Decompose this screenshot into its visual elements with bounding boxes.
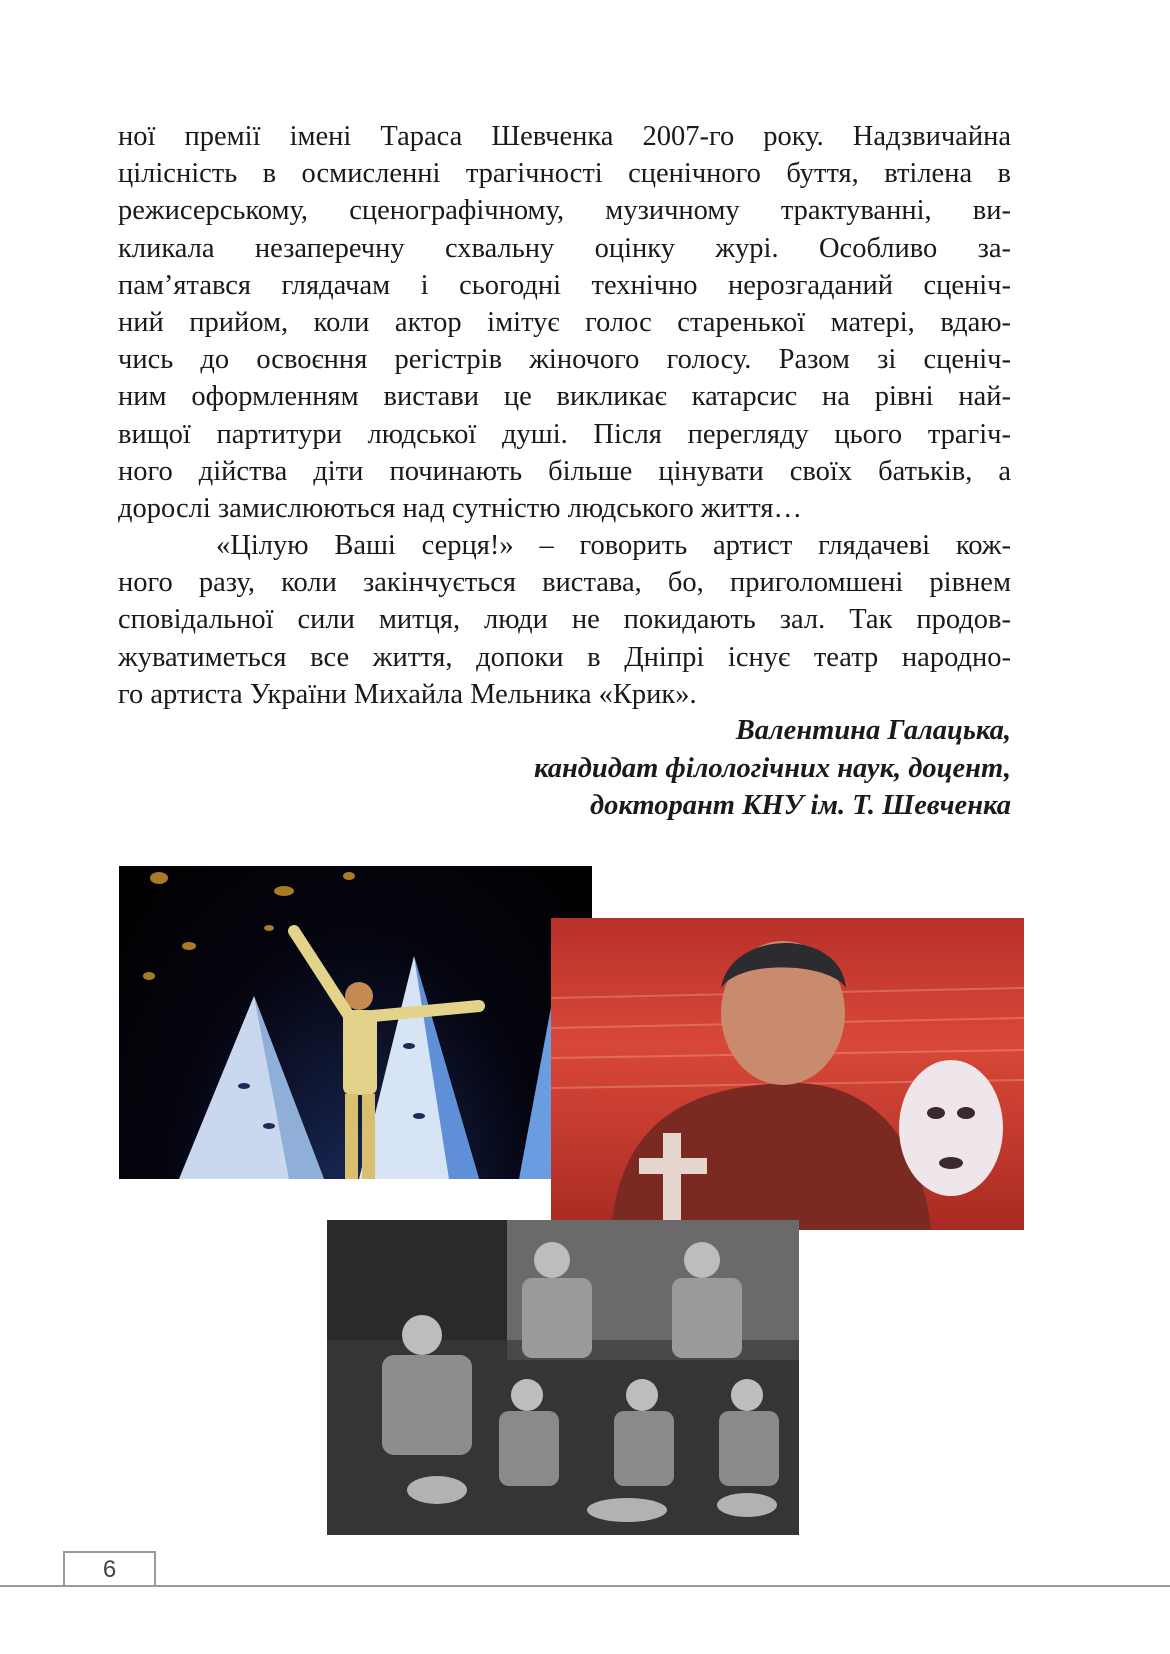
body-line: ного разу, коли закінчується вистава, бо, приголомшені рівнем — [118, 567, 1011, 599]
body-line: го артиста України Михайла Мельника «Крик». — [118, 678, 697, 710]
article-body — [118, 118, 1011, 713]
body-line: ним оформленням вистави це викликає катарсис на рівні най- — [118, 381, 1011, 413]
body-line: ний прийом, коли актор імітує голос старенької матері, вдаю- — [118, 306, 1011, 338]
body-line: ного дійства діти починають більше цінувати своїх батьків, а — [118, 455, 1011, 487]
collage-photo — [327, 1220, 799, 1535]
author-degree: кандидат філологічних наук, доцент, — [533, 752, 1011, 784]
body-line: цілісність в осмисленні трагічності сценічного буття, втілена в — [118, 158, 1011, 190]
body-line: жуватиметься все життя, допоки в Дніпрі існує театр народно- — [118, 641, 1011, 673]
page-number: 6 — [102, 1556, 117, 1583]
body-line: чись до освоєння регістрів жіночого голосу. Разом зі сценіч- — [118, 344, 1011, 376]
mask-photo — [551, 918, 1024, 1230]
body-line: кликала незаперечну схвальну оцінку журі. Особливо за- — [118, 232, 1011, 264]
author-position: докторант КНУ ім. Т. Шевченка — [589, 790, 1011, 821]
body-line: сповідальної сили митця, люди не покидають зал. Так продов- — [118, 604, 1011, 636]
collage-photo-illustration — [327, 1220, 799, 1535]
author-signature — [534, 712, 1011, 825]
stage-photo-illustration — [119, 866, 592, 1179]
body-line: пам’ятався глядачам і сьогодні технічно нерозгаданий сценіч- — [118, 269, 1011, 301]
body-line: дорослі замислюються над сутністю людського життя… — [118, 492, 802, 524]
body-line: «Цілую Ваші серця!» – говорить артист глядачеві кож- — [216, 530, 1011, 562]
footer-rule — [0, 1585, 1170, 1587]
author-name: Валентина Галацька, — [735, 715, 1011, 746]
body-line: вищої партитури людської душі. Після перегляду цього трагіч- — [118, 418, 1011, 450]
body-line: ної премії імені Тараса Шевченка 2007-го року. Надзвичайна — [118, 121, 1011, 152]
stage-photo — [119, 866, 592, 1179]
mask-photo-illustration — [551, 918, 1024, 1230]
body-line: режисерському, сценографічному, музичному трактуванні, ви- — [118, 195, 1011, 227]
